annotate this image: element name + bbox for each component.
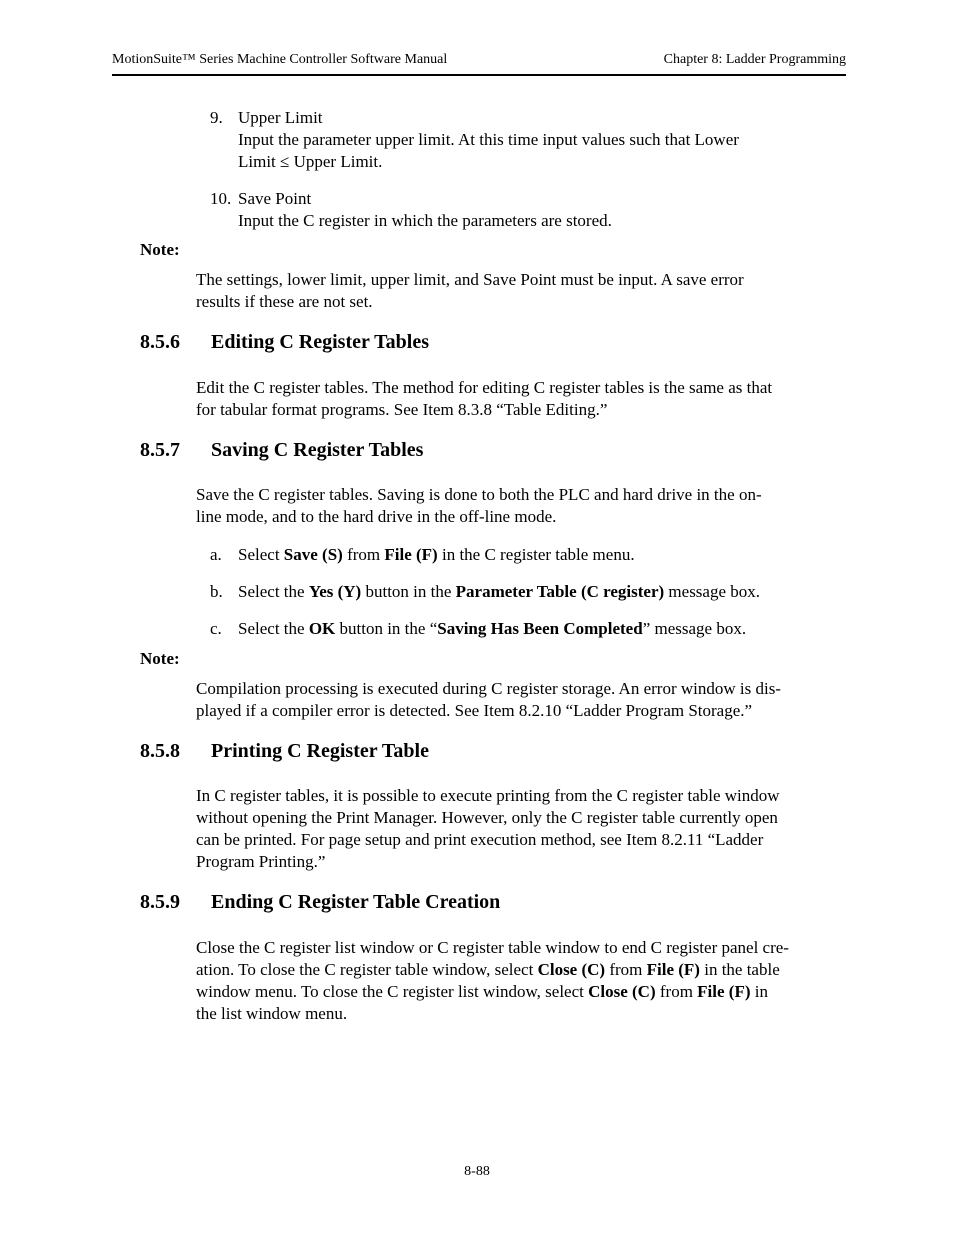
step-letter: b.: [210, 582, 223, 601]
section-title: Ending C Register Table Creation: [211, 891, 501, 913]
body-text: In C register tables, it is possible to execute printing from the C register table window: [196, 786, 780, 805]
body-text: Close the C register list window or C register table window to end C register panel cre-: [196, 938, 789, 957]
page-number: 8-88: [464, 1164, 490, 1179]
chapter-title: Chapter 8: Ladder Programming: [663, 52, 846, 67]
section-heading: [140, 891, 500, 914]
note-text: The settings, lower limit, upper limit, and Save Point must be input. A save error: [196, 270, 744, 289]
list-item-title: Save Point: [238, 189, 312, 208]
note-text: Compilation processing is executed during C register storage. An error window is dis-: [196, 679, 781, 698]
note-label: Note:: [140, 649, 180, 668]
section-heading: [140, 439, 423, 462]
section-number: 8.5.6: [140, 331, 180, 353]
note-label: Note:: [140, 240, 180, 259]
section-title: Printing C Register Table: [211, 740, 429, 762]
section-title: Saving C Register Tables: [211, 439, 424, 461]
section-number: 8.5.9: [140, 891, 180, 913]
list-item-text: Input the C register in which the parameters are stored.: [238, 211, 612, 230]
step-text: Select Save (S) from File (F) in the C register table menu.: [238, 545, 635, 564]
body-text: the list window menu.: [196, 1004, 348, 1023]
list-item-title: Upper Limit: [238, 108, 323, 127]
body-text: Program Printing.”: [196, 852, 326, 871]
body-text: ation. To close the C register table window, select Close (C) from File (F) in the table: [196, 960, 780, 979]
list-item-text: Input the parameter upper limit. At this time input values such that Lower: [238, 130, 739, 149]
section-number: 8.5.7: [140, 439, 180, 461]
body-text: for tabular format programs. See Item 8.3.8 “Table Editing.”: [196, 400, 608, 419]
step-text: Select the OK button in the “Saving Has Been Completed” message box.: [238, 619, 747, 638]
list-item-text: Limit ≤ Upper Limit.: [238, 152, 383, 171]
manual-title: MotionSuite™ Series Machine Controller Software Manual: [112, 52, 448, 67]
body-text: line mode, and to the hard drive in the off-line mode.: [196, 507, 557, 526]
body-text: can be printed. For page setup and print execution method, see Item 8.2.11 “Ladder: [196, 830, 764, 849]
step-letter: c.: [210, 619, 222, 638]
body-text: Save the C register tables. Saving is done to both the PLC and hard drive in the on-: [196, 485, 762, 504]
section-heading: [140, 740, 429, 763]
step-letter: a.: [210, 545, 222, 564]
list-item-number: 9.: [210, 108, 223, 127]
section-title: Editing C Register Tables: [211, 331, 429, 353]
body-text: window menu. To close the C register list window, select Close (C) from File (F) in: [196, 982, 768, 1001]
section-number: 8.5.8: [140, 740, 180, 762]
list-item-number: 10.: [210, 189, 232, 208]
step-text: Select the Yes (Y) button in the Parameter Table (C register) message box.: [238, 582, 761, 601]
note-text: played if a compiler error is detected. See Item 8.2.10 “Ladder Program Storage.”: [196, 701, 753, 720]
body-text: without opening the Print Manager. However, only the C register table currently open: [196, 808, 778, 827]
section-heading: [140, 331, 429, 354]
running-header: [112, 52, 846, 76]
body-text: Edit the C register tables. The method for editing C register tables is the same as that: [196, 378, 773, 397]
note-text: results if these are not set.: [196, 292, 373, 311]
